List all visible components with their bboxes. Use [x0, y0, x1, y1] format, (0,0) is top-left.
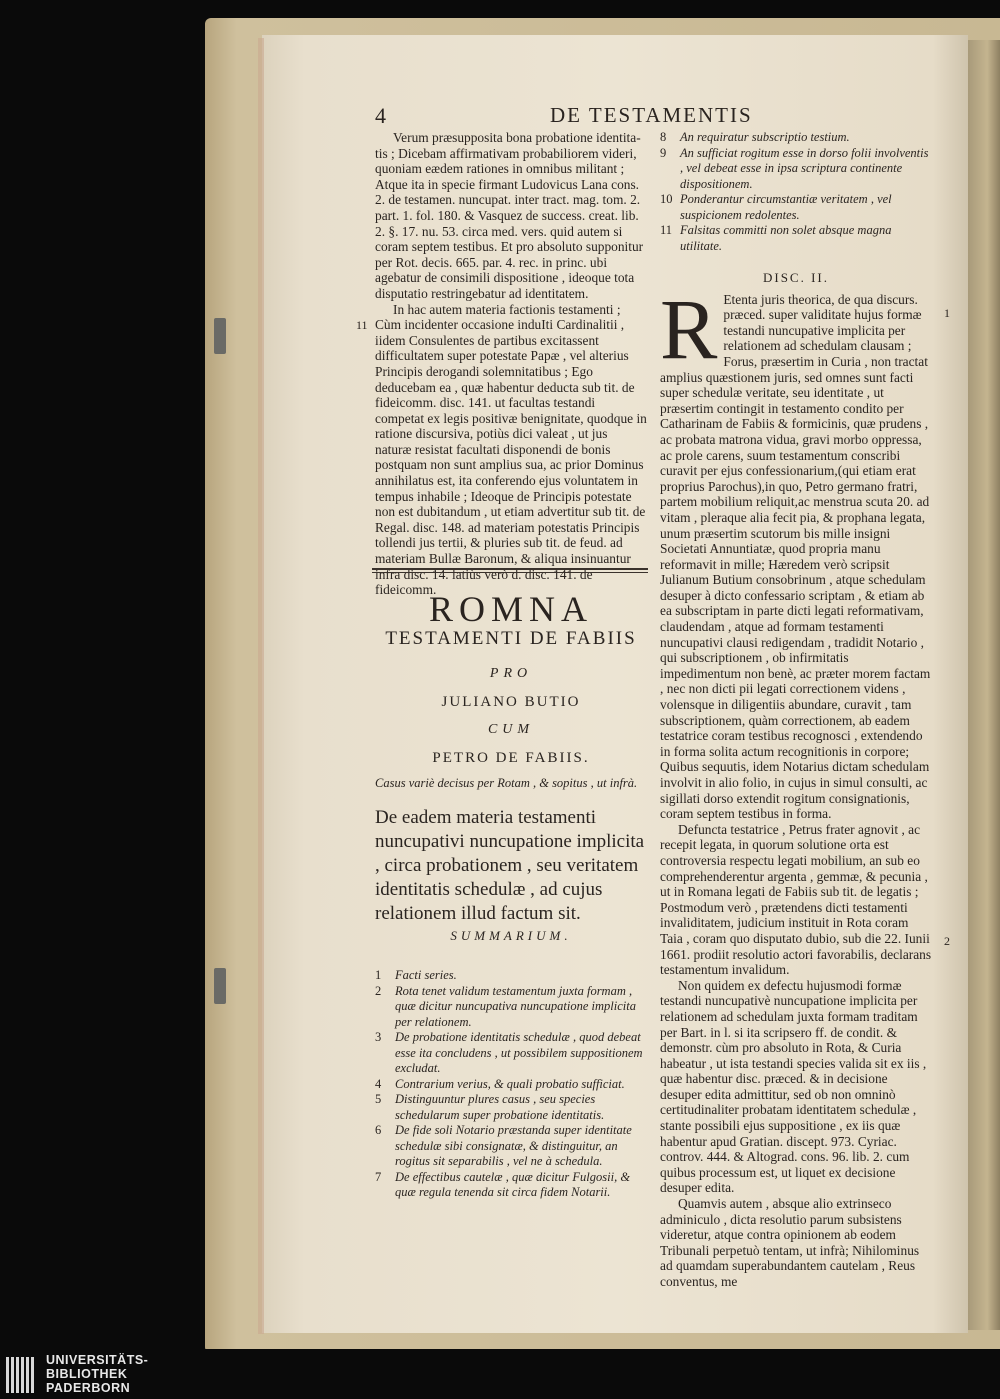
case-note: Casus variè decisus per Rotam , & sopitus , ut infrà. [375, 776, 638, 790]
summarium-list-right [660, 130, 932, 254]
case-subtitle: TESTAMENTI DE FABIIS [385, 628, 637, 649]
paragraph: In hac autem materia factionis testamenti ; Cùm incidenter occasione induIti Cardinalitii , iidem Consulentes de partibus excitassent difficultatem super potestate Papæ , vel alterius Principis derogandi solemnitatibus ; Ego deducebam ea , quæ habentur deducta sub tit. de fideicomm. disc. 141. ut facultas testandi competat ex legis positivæ benignitate, quodque in ratione discursiva, potiùs dici valeat , ut jus naturæ resistat facultati disponendi de bonis postquam non sunt amplius sua, ac prior Dominus annihilatus est, ita conferendo ejus voluntatem in tempus inhabile ; Ideoque de Principis potestate non est dubitandum , ut etiam advertitur sub tit. de Regal. disc. 148. ad materiam potestatis Principis tollendi jus tertii, & pluries sub tit. de feud. ad materiam Bullæ Baronum, & aliqua insinuantur infra disc. 14. latiùs verò d. disc. 141. de fideicomm. [375, 301, 647, 598]
case-party-2: PETRO DE FABIIS. [432, 750, 590, 766]
library-logo-icon [4, 1355, 34, 1395]
divider [372, 572, 648, 573]
list-item: 4 Contrarium verius, & quali probatio sufficiat. [375, 1076, 625, 1091]
list-item: 9 An sufficiat rogitum esse in dorso folii involventis , vel debeat esse in ipsa scriptura continente dispositionem. [660, 145, 929, 191]
list-item: 2 Rota tenet validum testamentum juxta formam , quæ dicitur nuncupativa nuncupatione implicita per relationem. [375, 983, 636, 1029]
list-item: 6 De fide soli Notario præstanda super identitate schedulæ sibi consignatæ, & distinguitur, an rogitus sit separabilis , vel ne à schedula. [375, 1123, 632, 1168]
running-header [375, 103, 965, 129]
margin-number: 1 [944, 306, 950, 320]
divider [372, 568, 648, 570]
page-gutter [258, 38, 264, 1334]
right-column-text [660, 130, 932, 1290]
summarium-heading: SUMMARIUM. [450, 928, 572, 943]
list-item: 10 Ponderantur circumstantiæ veritatem , vel suspicionem redolentes. [660, 192, 892, 222]
list-item: 11 Falsitas committi non solet absque magna utilitate. [660, 223, 892, 253]
case-place: ROMNA [428, 589, 593, 629]
drop-cap: R [660, 280, 718, 377]
paragraph: Verum præsupposita bona probatione identita-tis ; Dicebam affirmativam probabiliorem videri, quoniam eædem rationes in omnibus militant ; Atque ita in specie firmant Ludovicus Lana cons. 2. de testamen. nuncupat. inter tract. mag. tom. 2. part. 1. fol. 180. & Vasquez de success. creat. lib. 2. §. 17. nu. 53. circa med. vers. quid autem si coram septem testibus. Et pro absoluto supponitur per Rot. decis. 665. par. 4. rec. in princ. ubi agebatur de consimili dispositione , ideoque tota disputatio restringebatur ad identitatem. [375, 130, 644, 301]
page-edges [968, 40, 1000, 1330]
list-item: 3 De probatione identitatis schedulæ , quod debeat esse ita concludens , ut possibilem suppositionem excludat. [375, 1030, 643, 1075]
list-item: 5 Distinguuntur plures casus , seu species schedularum super probatione identitatis. [375, 1092, 605, 1122]
case-cum: CUM [487, 722, 535, 737]
paragraph: Defuncta testatrice , Petrus frater agnovit , ac recepit legata, in quorum solutione orta est controversia respectu legati mobilium, an sub eo comprehenderentur argenta , gemmæ, & pecunia , ut in Romana legati de Fabiis sub tit. de legatis ; Postmodum verò , prætendens dicti testamenti invaliditatem, judicium instituit in Rota coram Taia , coram quo disputato dubio, sub die 22. Iunii 1661. prodiit resolutio actori favorabilis, declarans testamentum invalidum. [660, 821, 932, 978]
paragraph: Non quidem ex defectu hujusmodi formæ testandi nuncupativè nuncupatione implicita per relationem ad schedulam juxta formam traditam per Bart. in l. si ita scripsero ff. de condit. & demonstr. cùm pro absoluto in Rota, & Curia habeatur , ut ista testandi species valida sit ex iis , quæ habentur disc. præced. & in decisione desuper edita admittitur, sed ob non omninò certitudinaliter probatam identitatem schedulæ , stante possibili ejus suppositione , ex iis quæ habentur apud Gratian. discept. 973. Cyriac. controv. 444. & Altograd. cons. 96. lib. 2. cum quibus processum est, ut liquet ex decisione desuper edita. [660, 977, 927, 1196]
paragraph: Quamvis autem , absque alio extrinseco adminiculo , dicta resolutio parum subsistens videretur, atque contra opinionem ab eodem Tribunali perpetuò tentam, ut infrà; Nihilominus ad quamdam superabundantem cautelam , Reus conventus, me [660, 1196, 920, 1289]
list-item: 1 Facti series. [375, 968, 457, 982]
clasp-top [214, 318, 226, 354]
library-name: UNIVERSITÄTS- BIBLIOTHEK PADERBORN [46, 1353, 149, 1395]
left-column-text [375, 130, 647, 598]
disc-heading: DISC. II. [762, 270, 830, 285]
list-item: 7 De effectibus cautelæ , quæ dicitur Fulgosii, & quæ regula tenenda sit circa fidem Notarii. [375, 1169, 631, 1199]
library-logo-bar [0, 1349, 1000, 1399]
summarium-list-left [375, 968, 647, 1201]
case-summary: De eadem materia testamenti nuncupativi nuncupatione implicita , circa probationem , seu veritatem identitatis schedulæ , ad cujus relationem illud factum sit. [375, 807, 645, 924]
paragraph: R Etenta juris theorica, de qua discurs. præced. super validitate hujus formæ testandi nuncupative implicita per relationem ad schedulam clausam ; Forus, præsertim in Curia , non tractat amplius quæstionem juris, sed omnes sunt facti super schedulæ veritate, seu identitate , ut præsertim contingit in testamento condito per Catharinam de Fabiis & formicinis, quæ prudens , ac probata matrona vidua, gravi morbo oppressa, ac prole carens, suum testamentum conscribi curavit per ejus confessionarium,(qui etiam erat proprius Parochus),in quo, Petro germano fratri, partem mobilium reliquit,ac menstrua scuta 20. ad vitam , pleraque alia fecit pia, & prophana legata, unum præsertim scutorum bis mille insigni Societati Annuntiatæ, quod propria manu reformavit in mille; Hæredem verò scripsit Julianum Butium consobrinum , atque schedulam desuper à dicto confessario scriptam , & etiam ab ea subscriptam in parte dicti legati reformativam, claudendam , atque ad formam testamenti nuncupativi clausi redigendam , tradidit Notario , qui subscriptionem , ob infirmitatis impedimentum non benè, ac præter morem factam , nec non dicti pii legati correctionem videns , volensque in diligentiis abundare, curavit , tam subscriptionem, quàm correctionem, ab eadem testatrice coram testibus recognosci , extendendo in forma solita actum recognitionis in corpore; Quibus sequutis, idem Notarius dictam schedulam involvit in alio folio, in cujus in simul consulti, ac sigillati dorso extendit rogitum consignationis, coram septem testibus in forma. [660, 280, 931, 822]
case-pro: PRO [489, 666, 533, 681]
case-party-1: JULIANO BUTIO [441, 694, 581, 710]
list-item: 8 An requiratur subscriptio testium. [660, 130, 850, 144]
running-title: DE TESTAMENTIS [550, 103, 753, 127]
clasp-bottom [214, 968, 226, 1004]
margin-number: 11 [356, 318, 368, 332]
margin-number: 2 [944, 934, 950, 948]
page-number: 4 [375, 103, 386, 128]
